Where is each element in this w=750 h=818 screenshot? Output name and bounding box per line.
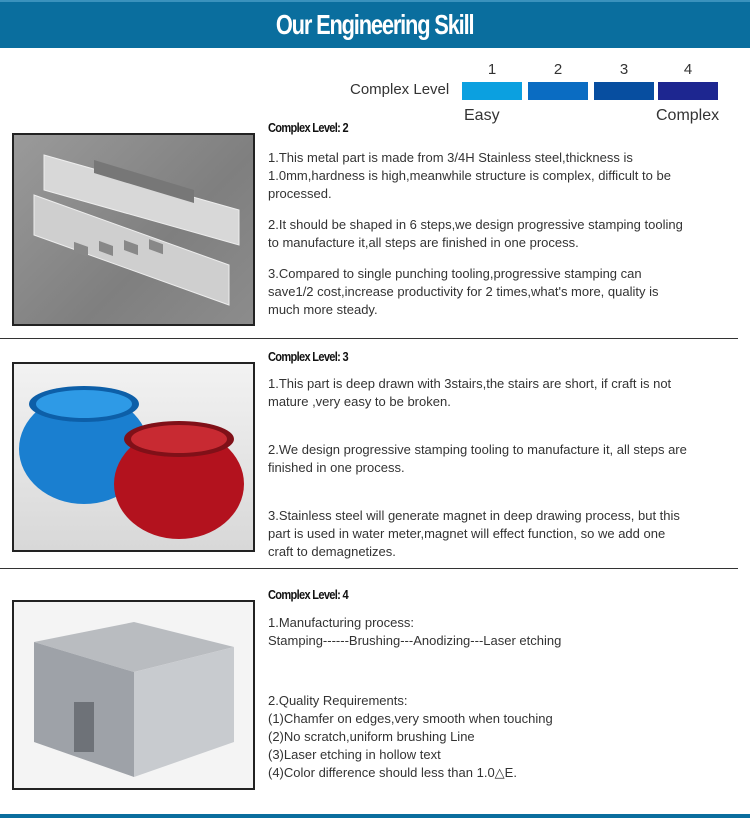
list-item: (3)Laser etching in hollow text: [268, 747, 441, 762]
divider: [0, 568, 738, 569]
bracket-photo: [12, 133, 255, 326]
list-item: (2)No scratch,uniform brushing Line: [268, 729, 475, 744]
section-text: [268, 375, 688, 574]
cups-photo: [12, 362, 255, 552]
list-item: (1)Chamfer on edges,very smooth when touching: [268, 711, 553, 726]
section-text: [268, 614, 708, 782]
page-title: Our Engineering Skill: [276, 9, 474, 40]
level-swatch: [528, 82, 588, 100]
level-number: 3: [619, 61, 629, 78]
chassis-photo: [12, 600, 255, 790]
paragraph: 2.It should be shaped in 6 steps,we design progressive stamping tooling to manufacture it,all steps are finished in one process.: [268, 217, 683, 250]
level-swatch: [658, 82, 718, 100]
paragraph: 2.We design progressive stamping tooling to manufacture it, all steps are finished in one process.: [268, 442, 687, 475]
paragraph: 3.Compared to single punching tooling,progressive stamping can save1/2 cost,increase productivity for 2 times,what's more, quality is much more steady.: [268, 266, 659, 317]
legend-complex: Complex: [656, 107, 720, 124]
level-number: 4: [683, 61, 693, 78]
paragraph: 3.Stainless steel will generate magnet in deep drawing process, but this part is used in water meter,magnet will effect function, so we add one craft to demagnetizes.: [268, 508, 680, 559]
section-heading: Complex Level: 4: [268, 587, 349, 602]
list-item: (4)Color difference should less than 1.0△E.: [268, 765, 517, 780]
paragraph: 1.This metal part is made from 3/4H Stainless steel,thickness is 1.0mm,hardness is high,meanwhile structure is complex, difficult to be processed.: [268, 150, 671, 201]
section-text: [268, 149, 688, 332]
paragraph: Stamping------Brushing---Anodizing---Laser etching: [268, 633, 562, 648]
level-number: 2: [553, 61, 563, 78]
legend-easy: Easy: [464, 107, 500, 124]
level-swatch: [594, 82, 654, 100]
paragraph: 1.Manufacturing process:: [268, 615, 414, 630]
footer-bar: [0, 814, 750, 818]
level-swatch: [462, 82, 522, 100]
paragraph: 1.This part is deep drawn with 3stairs,the stairs are short, if craft is not mature ,very easy to be broken.: [268, 376, 672, 409]
legend-label: Complex Level: [350, 81, 450, 98]
level-number: 1: [487, 61, 497, 78]
section-heading: Complex Level: 2: [268, 120, 349, 135]
divider: [0, 338, 738, 339]
paragraph: 2.Quality Requirements:: [268, 693, 408, 708]
page-header: [0, 0, 750, 48]
section-heading: Complex Level: 3: [268, 349, 349, 364]
